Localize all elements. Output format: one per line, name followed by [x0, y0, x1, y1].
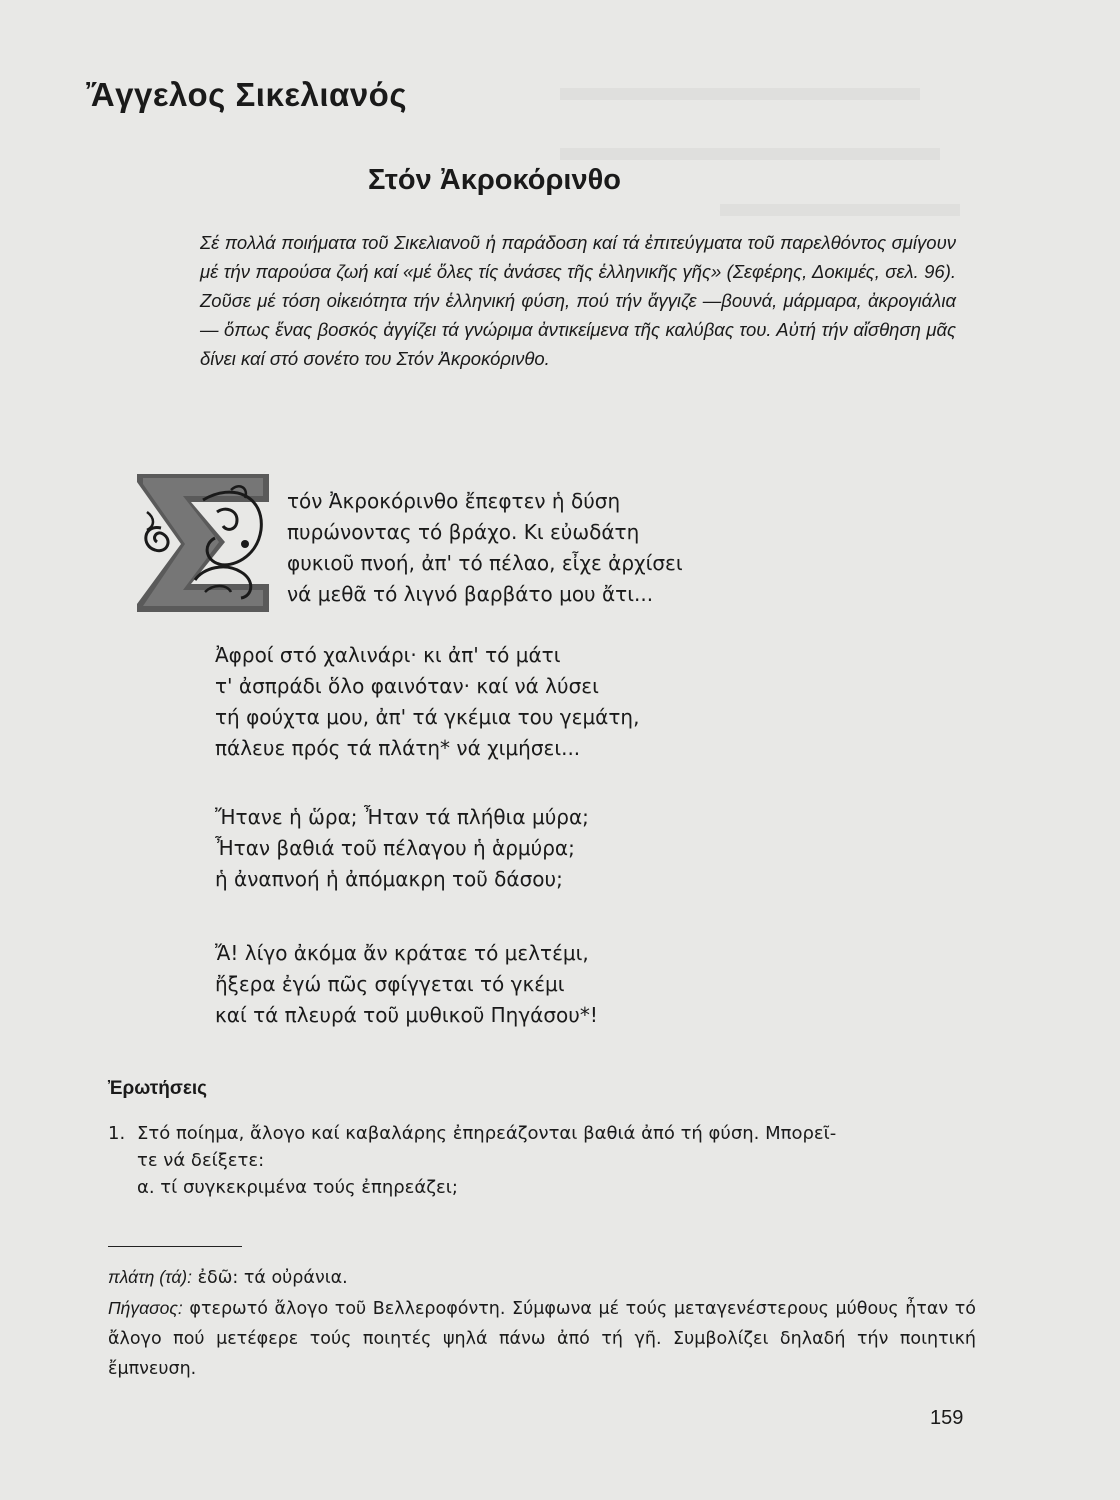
footnote-platē [108, 1262, 976, 1293]
footnote-divider [108, 1246, 242, 1247]
author-name: Ἄγγελος Σικελιανός [86, 76, 407, 113]
footnote-term: πλάτη (τά): [108, 1267, 192, 1287]
poem-stanza-1 [287, 486, 683, 610]
drop-cap-sigma-icon [133, 472, 271, 614]
poem-line: τή φούχτα μου, ἀπ' τά γκέμια του γεμάτη, [215, 705, 640, 729]
poem-stanza-2 [215, 640, 639, 764]
poem-line: ἤξερα ἐγώ πῶς σφίγγεται τό γκέμι [215, 972, 565, 996]
question-item [108, 1120, 978, 1201]
footnotes [108, 1262, 976, 1384]
intro-paragraph: Σέ πολλά ποιήματα τοῦ Σικελιανοῦ ἡ παράδοση καί τά ἐπιτεύγματα τοῦ παρελθόντος σμίγουν μέ τήν παρούσα ζωή καί «μέ ὅλες τίς ἀνάσες τῆς ἑλληνικῆς γῆς» (Σεφέρης, Δοκιμές, σελ. 96). Ζοῦσε μέ τόση οἰκειότητα τήν ἑλληνική φύση, πού τήν ἄγγιζε —βουνά, μάρμαρα, ἀκρογιάλια— ὅπως ἕνας βοσκός ἀγγίζει τά γνώριμα ἀντικείμενα τῆς καλύβας του. Αὐτή τήν αἴσθηση μᾶς δίνει καί στό σονέτο του Στόν Ἀκροκόρινθο. [200, 232, 956, 369]
question-text-line-1: Στό ποίημα, ἄλογο καί καβαλάρης ἐπηρεάζονται βαθιά ἀπό τή φύση. Μπορεῖ- [137, 1123, 837, 1144]
poem-line: πάλευε πρός τά πλάτη* νά χιμήσει... [215, 736, 581, 760]
show-through-line [560, 88, 920, 100]
questions-heading: Ἐρωτήσεις [108, 1078, 208, 1099]
poem-line: νά μεθᾶ τό λιγνό βαρβάτο μου ἄτι... [287, 582, 654, 606]
question-subitem: α. τί συγκεκριμένα τούς ἐπηρεάζει; [137, 1177, 458, 1198]
poem-line: καί τά πλευρά τοῦ μυθικοῦ Πηγάσου*! [215, 1003, 598, 1027]
drop-cap-ornament [133, 472, 271, 614]
poem-line: Ἀφροί στό χαλινάρι· κι ἀπ' τό μάτι [215, 643, 561, 667]
footnote-term: Πήγασος: [108, 1298, 183, 1318]
show-through-line [720, 204, 960, 216]
question-text-line-2: τε νά δείξετε: [137, 1150, 265, 1171]
poem-stanza-3 [215, 802, 589, 895]
question-number: 1. [108, 1123, 126, 1144]
footnote-definition: ἐδῶ: τά οὐράνια. [192, 1268, 348, 1288]
poem-line: τόν Ἀκροκόρινθο ἔπεφτεν ἡ δύση [287, 489, 621, 513]
poem-line: Ἦταν βαθιά τοῦ πέλαγου ἡ ἁρμύρα; [215, 836, 575, 860]
page-number: 159 [930, 1407, 964, 1429]
poem-title: Στόν Ἀκροκόρινθο [368, 164, 621, 196]
poem-line: πυρώνοντας τό βράχο. Κι εὐωδάτη [287, 520, 640, 544]
poem-line: Ἄ! λίγο ἀκόμα ἄν κράταε τό μελτέμι, [215, 941, 589, 965]
poem-line: φυκιοῦ πνοή, ἀπ' τό πέλαο, εἶχε ἀρχίσει [287, 551, 683, 575]
footnote-pegasus [108, 1293, 976, 1384]
poem-line: Ἤτανε ἡ ὥρα; Ἦταν τά πλήθια μύρα; [215, 805, 589, 829]
show-through-line [560, 148, 940, 160]
footnote-definition: φτερωτό ἄλογο τοῦ Βελλεροφόντη. Σύμφωνα μέ τούς μεταγενέστερους μύθους ἦταν τό ἄλογο πού μετέφερε τούς ποιητές ψηλά πάνω ἀπό τή γῆ. Συμβολίζει δηλαδή τήν ποιητική ἔμπνευση. [108, 1299, 976, 1379]
poem-line: ἡ ἀναπνοή ἡ ἀπόμακρη τοῦ δάσου; [215, 867, 563, 891]
poem-line: τ' ἀσπράδι ὅλο φαινόταν· καί νά λύσει [215, 674, 599, 698]
poem-stanza-4 [215, 938, 598, 1031]
